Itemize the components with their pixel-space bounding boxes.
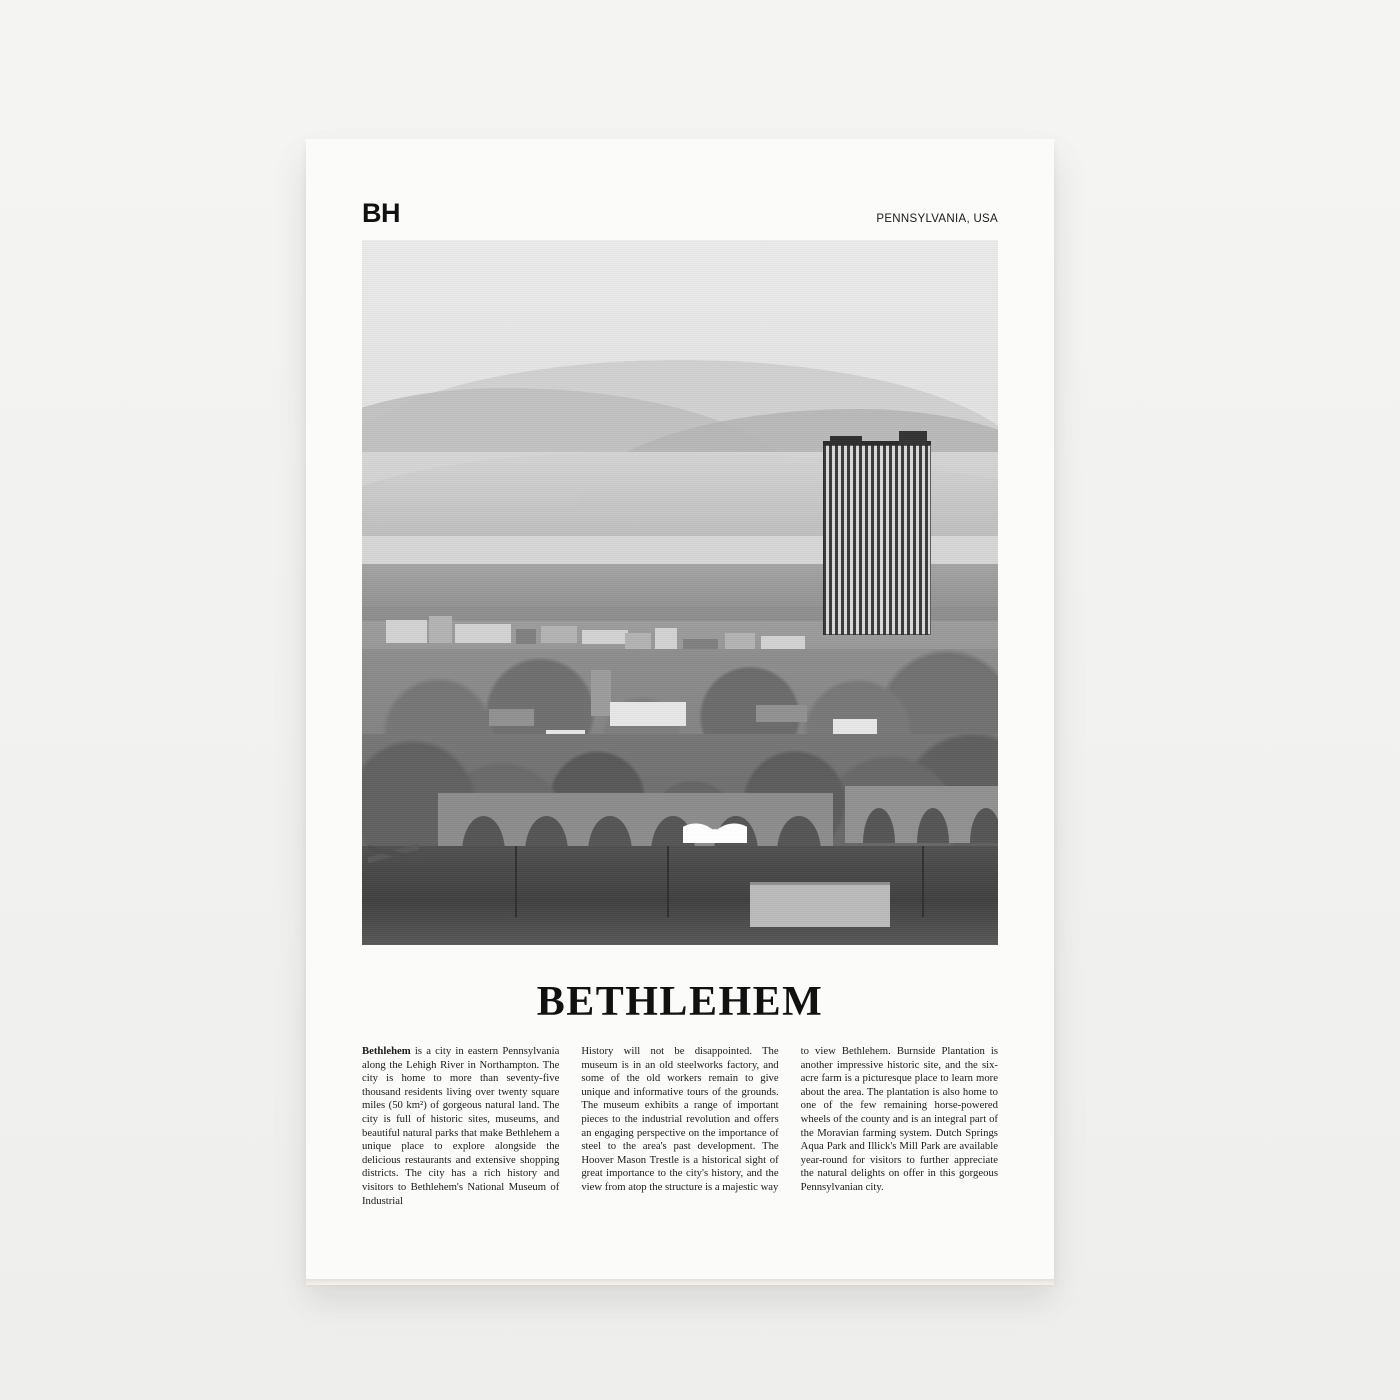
- foreground-dark-band: [362, 846, 998, 945]
- body-column-3: [801, 1045, 998, 1208]
- body-lead-in: Bethlehem: [362, 1045, 411, 1057]
- body-text-1: is a city in eastern Pennsylvania along the Lehigh River in Northampton. The city is home to more than seventy-five thousand residents living over twenty square miles (50 km²) of gorgeous natural land. The city is full of historic sites, museums, and beautiful natural parks that make Bethlehem a unique place to explore alongside the delicious restaurants and extensive shopping districts. The city has a rich history and visitors to Bethlehem's National Museum of Industrial: [362, 1045, 560, 1207]
- travel-poster: [306, 139, 1054, 1279]
- body-columns: [362, 1045, 998, 1208]
- poster-region-label: PENNSYLVANIA, USA: [876, 212, 998, 225]
- utility-pole-right: [922, 846, 924, 917]
- page-title: BETHLEHEM: [536, 979, 824, 1025]
- poster-bottom-edge: [306, 1279, 1054, 1285]
- second-bridge: [845, 786, 998, 842]
- body-text-2: History will not be disappointed. The museum is in an old steelworks factory, and some of the old workers remain to give unique and informative tours of the grounds. The museum exhibits a range of important pieces to the industrial revolution and offers an engaging perspective on the importance of steel to the area's past development. The Hoover Mason Trestle is a historical sight of great importance to the city's history, and the view from atop the structure is a majestic way: [581, 1045, 779, 1193]
- rooftop-cluster-c: [756, 705, 807, 722]
- body-column-1: [362, 1045, 559, 1208]
- body-text-3: to view Bethlehem. Burnside Plantation is another impressive historic site, and the six-acre farm is a picturesque place to learn more about the area. The plantation is also home to one of the few remaining horse-powered wheels of the county and is an integral part of the Moravian farming system. Dutch Springs Aqua Park and Illick's Mill Park are available year-round for visitors to further appreciate the natural delights on offer in this gorgeous Pennsylvanian city.: [800, 1045, 998, 1193]
- poster-content: [362, 198, 998, 1211]
- cityscape-photo: [362, 240, 998, 945]
- poster-logo: BH: [362, 198, 400, 228]
- utility-pole-left: [515, 846, 517, 917]
- utility-pole-mid: [667, 846, 669, 917]
- poster-header: [362, 198, 998, 228]
- church-roof: [610, 702, 686, 726]
- white-festival-tents: [683, 811, 747, 843]
- industrial-shed-roof: [750, 882, 890, 927]
- stone-viaduct: [438, 793, 832, 853]
- body-column-2: [581, 1045, 778, 1208]
- rooftop-cluster-a: [489, 709, 534, 726]
- high-rise-tower: [823, 441, 931, 635]
- church-tower: [591, 670, 611, 716]
- foreground-foliage: [368, 762, 419, 945]
